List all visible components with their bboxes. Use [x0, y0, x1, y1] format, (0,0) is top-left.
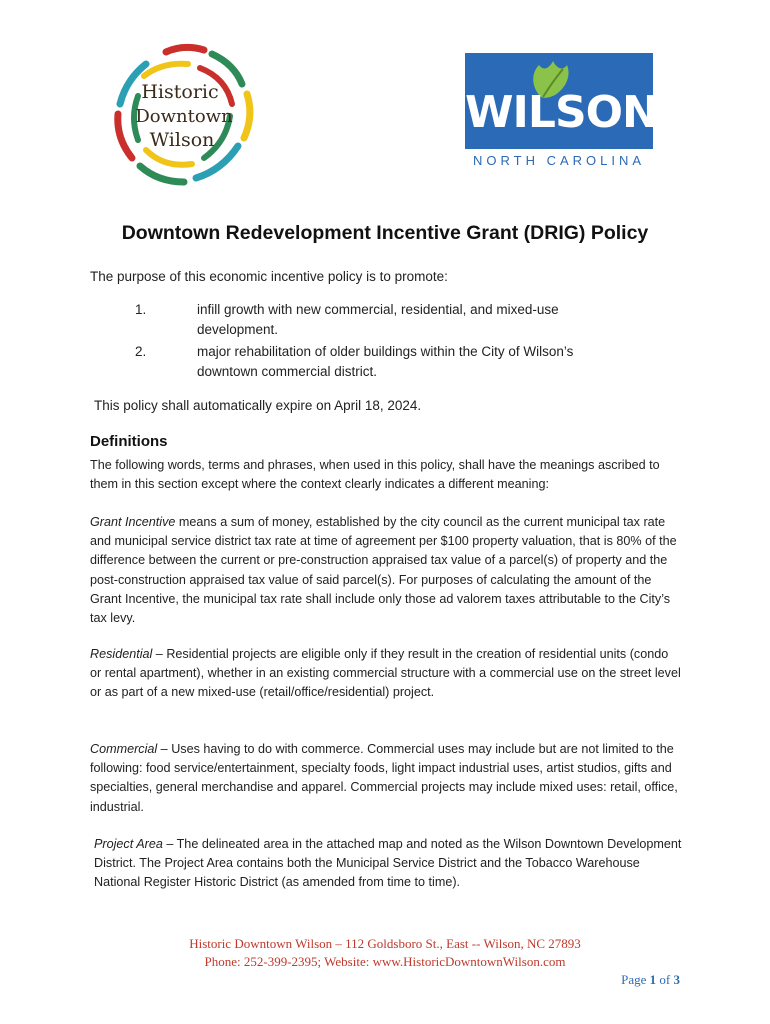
term-residential: Residential [90, 647, 153, 661]
wilson-wordmark: WILSON [465, 87, 658, 138]
wilson-logo-box [465, 53, 658, 149]
list-item-2-line-2: downtown commercial district. [197, 364, 378, 379]
grant-incentive-text: means a sum of money, established by the city council as the current municipal tax rate and municipal service district tax rate at time of agreement per $100 property valuation, that is 80% of the difference between the current or pre-construction appraised tax value of a parcel(s) of property and the post-construction appraised tax value of said parcel(s). For purposes of calculating the amount of the Grant Incentive, the municipal tax rate shall include only those ad valorem taxes attributable to the City’s tax levy. [90, 515, 677, 626]
list-number-1: 1. [135, 302, 147, 317]
page-prefix: Page [621, 972, 650, 987]
definition-commercial [90, 740, 682, 817]
definition-project-area [94, 835, 682, 893]
definition-residential [90, 645, 682, 703]
residential-text: – Residential projects are eligible only if they result in the creation of residential units (condo or rental apartment), whether in an existing commercial structure with a commercial use on the street level or as part of a new mixed-use (retail/office/residential) project. [90, 647, 681, 700]
document-title: Downtown Redevelopment Incentive Grant (DRIG) Policy [121, 222, 649, 244]
wilson-subtitle: NORTH CAROLINA [472, 153, 646, 168]
wilson-nc-logo [465, 53, 658, 171]
term-commercial: Commercial [90, 742, 158, 756]
page-total: 3 [673, 972, 680, 987]
page-number [621, 972, 680, 988]
historic-downtown-wilson-logo [104, 42, 264, 190]
definition-grant-incentive [90, 513, 682, 628]
definitions-heading: Definitions [90, 433, 168, 450]
list-item-1-line-2: development. [197, 322, 279, 337]
page-of: of [656, 972, 674, 987]
intro-text: The purpose of this economic incentive policy is to promote: [90, 269, 448, 284]
logo-swirl-graphic [104, 42, 264, 190]
commercial-text: – Uses having to do with commerce. Commercial uses may include but are not limited to the following: food service/entertainment, specialty foods, light impact industrial uses, artist studios, gifts and specialties, general merchandise and apparel. Commercial projects may include mixed uses: retail, office, industrial. [90, 742, 678, 814]
footer-contact: Phone: 252-399-2395; Website: www.HistoricDowntownWilson.com [204, 954, 566, 969]
logo-text-wilson: Wilson [149, 129, 215, 151]
list-number-2: 2. [135, 344, 147, 359]
expiration-text: This policy shall automatically expire on April 18, 2024. [94, 398, 422, 413]
page-current: 1 [649, 972, 657, 987]
logo-text-downtown: Downtown [135, 106, 233, 127]
term-project-area: Project Area [94, 837, 163, 851]
list-item-1-line-1: infill growth with new commercial, residential, and mixed-use [197, 302, 559, 317]
list-item-2-line-1: major rehabilitation of older buildings within the City of Wilson’s [197, 344, 574, 359]
term-grant-incentive: Grant Incentive [90, 515, 176, 529]
project-area-text: – The delineated area in the attached map and noted as the Wilson Downtown Development District. The Project Area contains both the Municipal Service District and the Tobacco Warehouse National Register Historic District (as amended from time to time). [94, 837, 682, 890]
footer-address: Historic Downtown Wilson – 112 Goldsboro St., East -- Wilson, NC 27893 [189, 936, 581, 951]
logo-text-historic: Historic [141, 81, 219, 103]
definitions-intro: The following words, terms and phrases, when used in this policy, shall have the meanings ascribed to them in this section except where the context clearly indicates a different meaning: [90, 458, 660, 492]
